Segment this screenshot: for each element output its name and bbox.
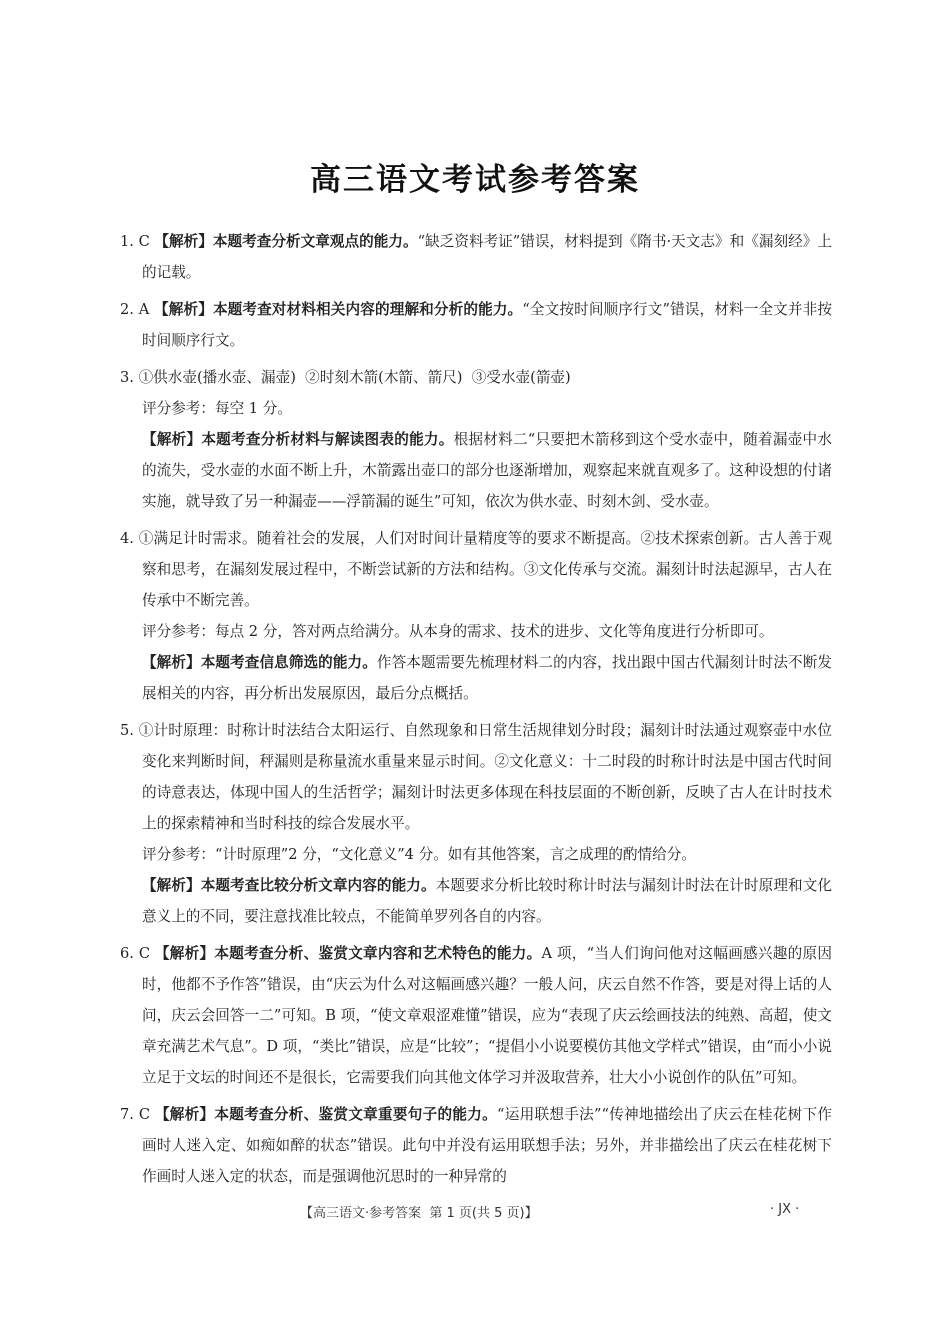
- item-number: 7. C: [120, 1106, 155, 1123]
- score-note-3: [120, 393, 832, 424]
- analysis-5: [120, 870, 832, 932]
- item-text: “运用联想手法”“传神地描绘出了庆云在桂花树下作画时人迷入定、如痴如醉的状态”错误。此句中并没有运用联想手法；另外，并非描绘出了庆云在桂花树下作画时人迷入定的状态，而是强调他沉思时的一种异常的: [142, 1106, 832, 1185]
- answer-item-5: [120, 715, 832, 839]
- item-text: 评分参考：每空 1 分。: [142, 400, 292, 417]
- analysis-label: 【解析】本题考查信息筛选的能力。: [142, 654, 377, 671]
- item-number: 3. ①供水壶(播水壶、漏壶) ②时刻木箭(木箭、箭尺) ③受水壶(箭壶): [120, 369, 571, 386]
- item-number: 1. C: [120, 233, 155, 250]
- item-text: A 项，“当人们询问他对这幅画感兴趣的原因时，他都不予作答”错误，由“庆云为什么对这幅画感兴趣？一般人问，庆云自然不作答，要是对得上话的人问，庆云会回答一二”可知。B 项，“使文章艰涩难懂”错误，应为“表现了庆云绘画技法的纯熟、高超，使文章充满艺术气息”。D 项，“类比”错误，应是“比较”；“提倡小小说要模仿其他文学样式”错误，由“而小小说立足于文坛的时间还不是很长，它需要我们向其他文体学习并汲取营养，壮大小小说创作的队伍”可知。: [142, 945, 832, 1086]
- analysis-label: 【解析】本题考查分析材料与解读图表的能力。: [142, 431, 454, 448]
- item-number: 2. A: [120, 301, 155, 318]
- score-note-5: [120, 839, 832, 870]
- item-text: ①计时原理：时称计时法结合太阳运行、自然现象和日常生活规律划分时段；漏刻计时法通过观察壶中水位变化来判断时间，秤漏则是称量流水重量来显示时间。②文化意义：十二时段的时称计时法是中国古代时间的诗意表达，体现中国人的生活哲学；漏刻计时法更多体现在科技层面的不断创新，反映了古人在计时技术上的探索精神和当时科技的综合发展水平。: [138, 722, 832, 832]
- item-number: 5.: [120, 722, 139, 739]
- page-title: 高三语文考试参考答案: [310, 162, 640, 198]
- analysis-label: 【解析】本题考查分析、鉴赏文章内容和艺术特色的能力。: [154, 945, 542, 962]
- item-number: 6. C: [120, 945, 155, 962]
- item-text: 评分参考：“计时原理”2 分，“文化意义”4 分。如有其他答案，言之成理的酌情给分。: [142, 846, 696, 863]
- item-text: “全文按时间顺序行文”错误，材料一全文并非按时间顺序行文。: [142, 301, 832, 349]
- answer-item-4: [120, 523, 832, 616]
- answer-item-3: [120, 362, 832, 393]
- answer-list: [120, 226, 832, 1198]
- answer-item-1: [120, 226, 832, 288]
- item-text: ①满足计时需求。随着社会的发展，人们对时间计量精度等的要求不断提高。②技术探索创新。古人善于观察和思考，在漏刻发展过程中，不断尝试新的方法和结构。③文化传承与交流。漏刻计时法起源早，古人在传承中不断完善。: [138, 530, 832, 609]
- answer-item-7: [120, 1099, 832, 1192]
- footer-mark: · JX ·: [770, 1202, 800, 1217]
- item-text: 作答本题需要先梳理材料二的内容，找出跟中国古代漏刻计时法不断发展相关的内容，再分析出发展原因，最后分点概括。: [142, 654, 832, 702]
- item-text: 本题要求分析比较时称计时法与漏刻计时法在计时原理和文化意义上的不同，要注意找准比较点，不能简单罗列各自的内容。: [142, 877, 832, 925]
- page-footer: 【高三语文·参考答案 第 1 页(共 5 页)】: [300, 1206, 538, 1221]
- analysis-3: [120, 424, 832, 517]
- analysis-label: 【解析】本题考查分析、鉴赏文章重要句子的能力。: [154, 1106, 498, 1123]
- analysis-label: 【解析】本题考查分析文章观点的能力。: [154, 233, 418, 250]
- item-number: 4.: [120, 530, 139, 547]
- item-text: 根据材料二“只要把木箭移到这个受水壶中，随着漏壶中水的流失，受水壶的水面不断上升，木箭露出壶口的部分也逐渐增加，观察起来就直观多了。这种设想的付诸实施，就导致了另一种漏壶——浮箭漏的诞生”可知，依次为供水壶、时刻木剑、受水壶。: [142, 431, 832, 510]
- analysis-label: 【解析】本题考查比较分析文章内容的能力。: [142, 877, 436, 894]
- score-note-4: [120, 616, 832, 647]
- analysis-4: [120, 647, 832, 709]
- analysis-label: 【解析】本题考查对材料相关内容的理解和分析的能力。: [154, 301, 523, 318]
- item-text: 评分参考：每点 2 分，答对两点给满分。从本身的需求、技术的进步、文化等角度进行分析即可。: [142, 623, 774, 640]
- answer-item-2: [120, 294, 832, 356]
- answer-item-6: [120, 938, 832, 1093]
- item-text: “缺乏资料考证”错误，材料提到《隋书·天文志》和《漏刻经》上的记载。: [142, 233, 832, 281]
